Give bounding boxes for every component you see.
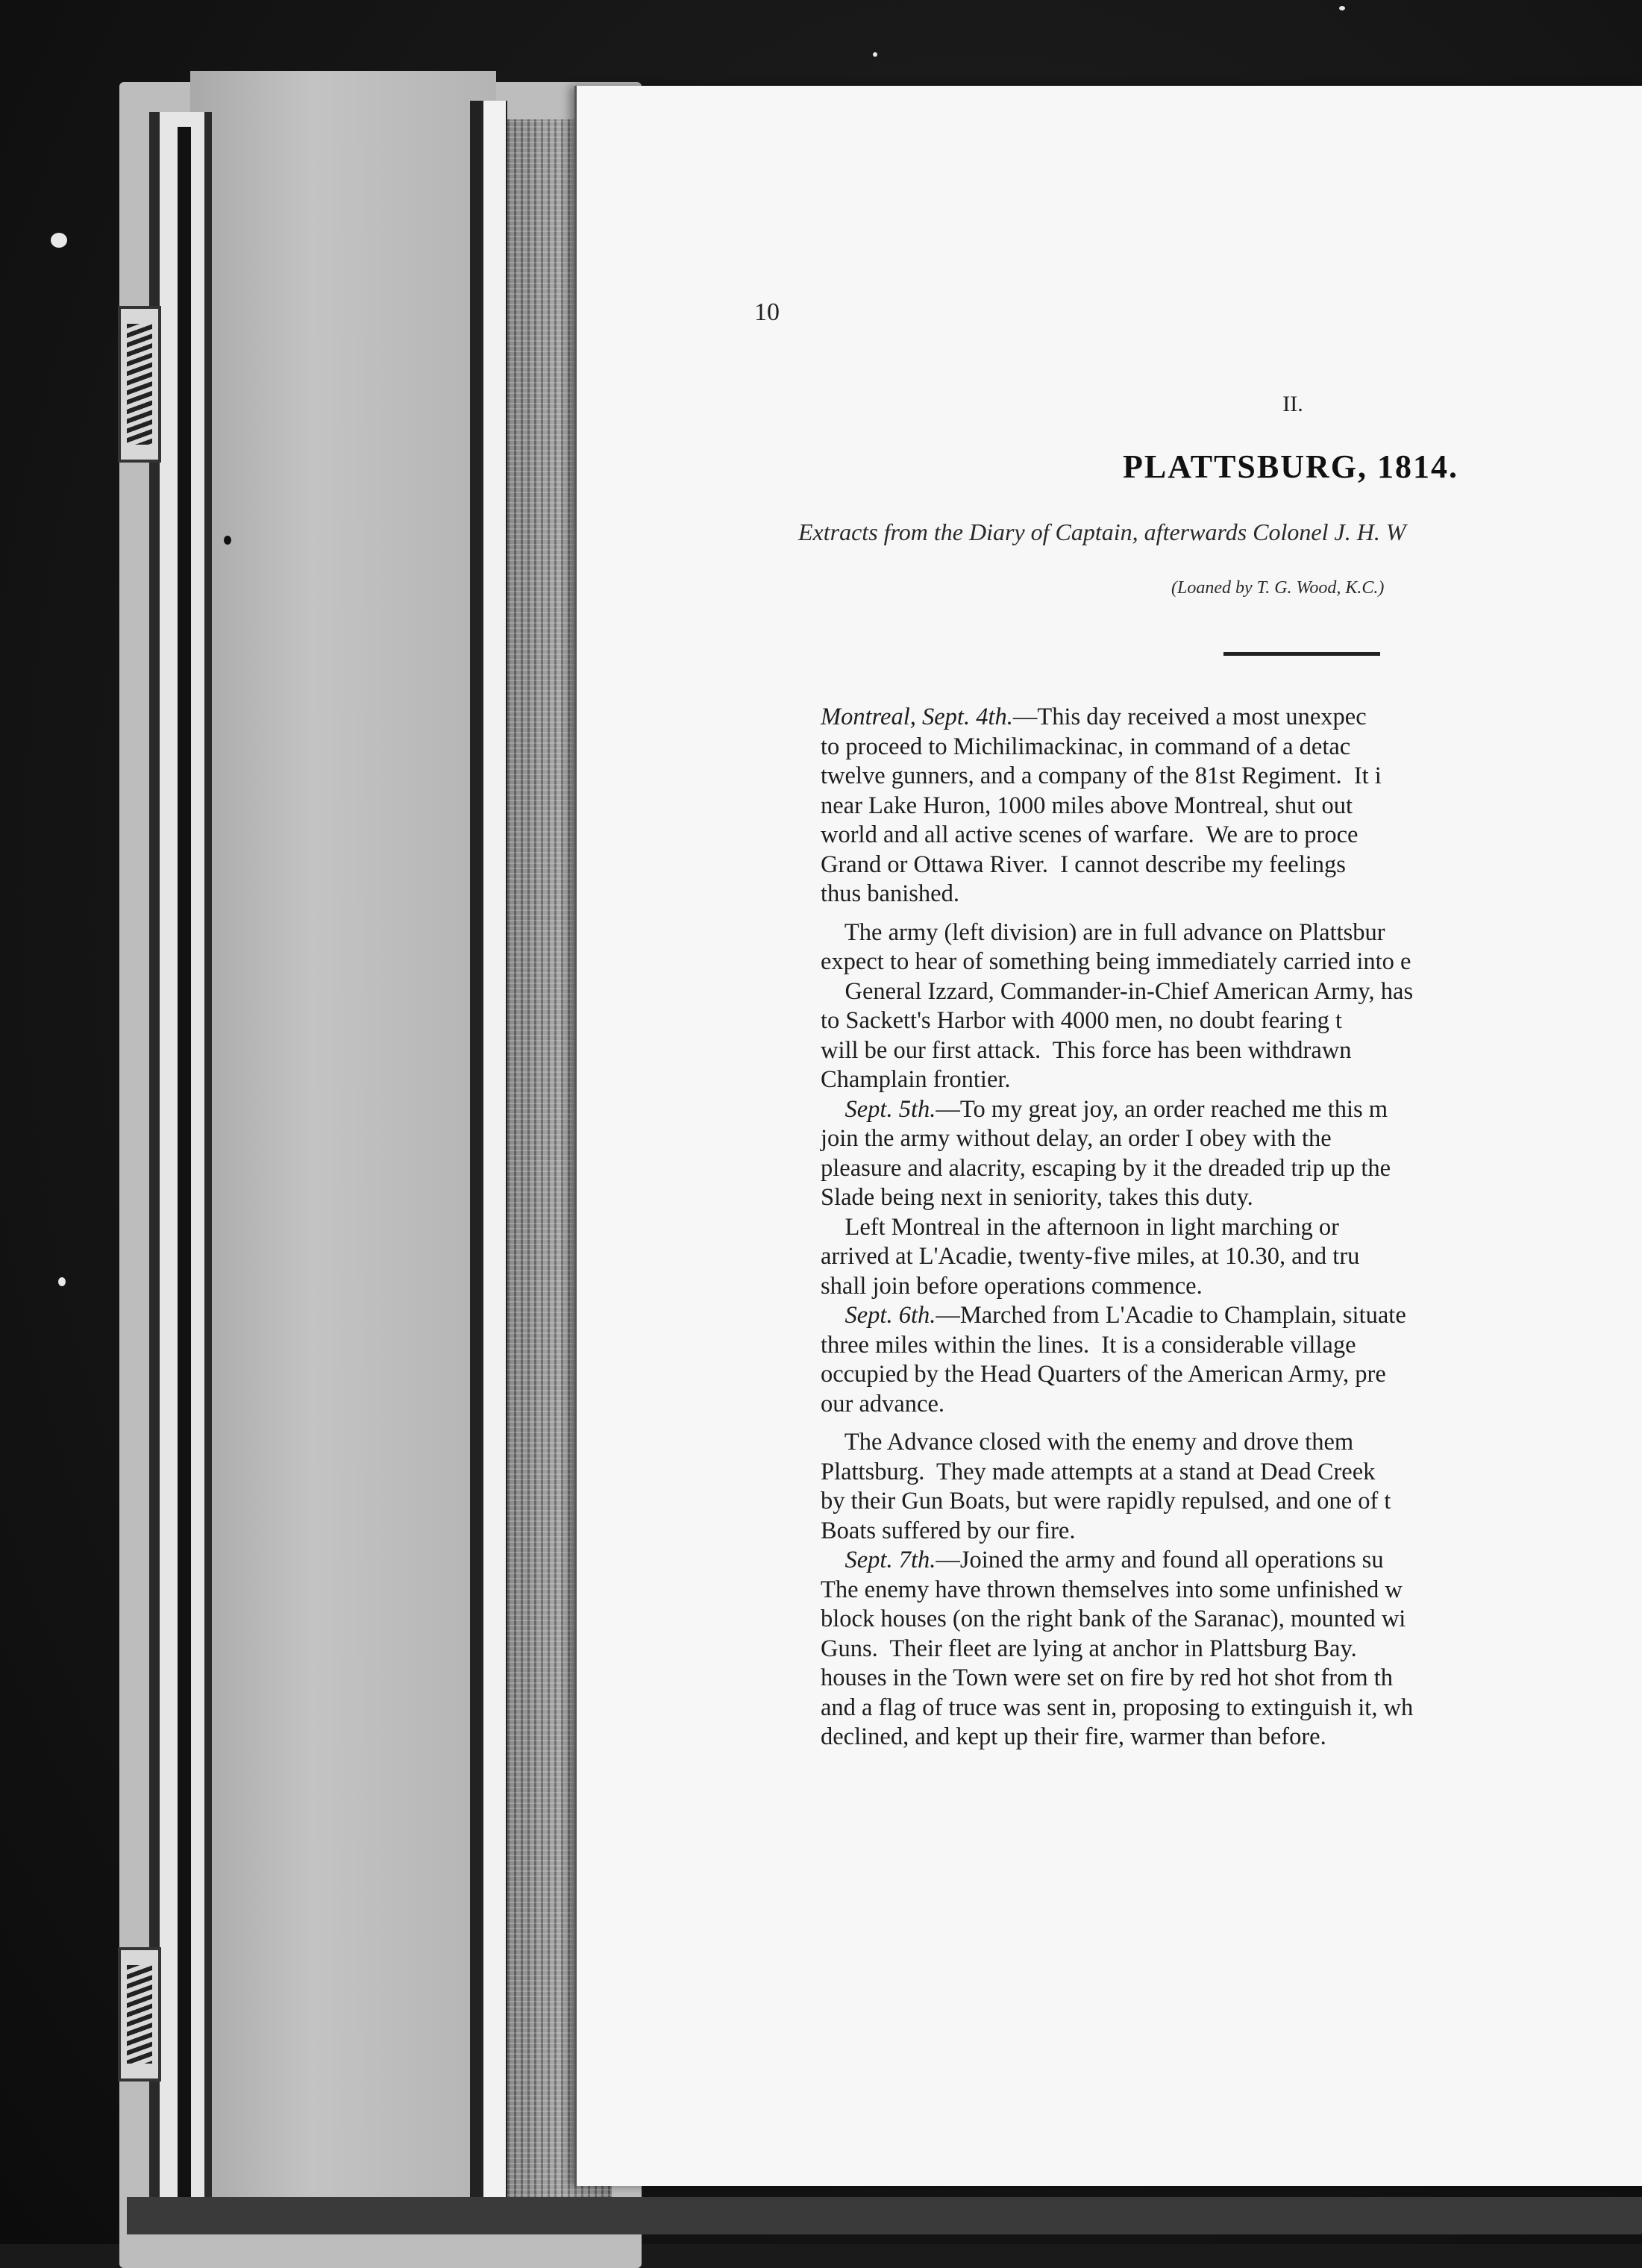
text-line <box>821 733 1642 762</box>
line-text: to Sackett's Harbor with 4000 men, no doubt fearing t <box>821 1007 1343 1034</box>
line-text: houses in the Town were set on fire by red hot shot from th <box>821 1664 1394 1691</box>
dust-speck <box>1339 6 1345 10</box>
spine-label-bottom <box>118 1947 161 2081</box>
line-text: by their Gun Boats, but were rapidly repulsed, and one of t <box>821 1488 1391 1514</box>
line-text: —To my great joy, an order reached me this m <box>936 1095 1388 1123</box>
text-line <box>821 1272 1642 1302</box>
page-number: 10 <box>754 298 780 326</box>
line-text: Champlain frontier. <box>821 1066 1011 1093</box>
text-line <box>821 1006 1642 1036</box>
text-line <box>821 1331 1642 1361</box>
text-line <box>821 792 1642 821</box>
dust-speck <box>873 52 877 57</box>
text-line <box>821 821 1642 850</box>
text-line <box>821 1487 1642 1517</box>
line-text: General Izzard, Commander-in-Chief American Army, has <box>821 977 1414 1005</box>
text-line <box>821 1517 1642 1547</box>
dust-speck <box>58 1277 66 1286</box>
entry-date: Sept. 7th. <box>821 1547 936 1573</box>
line-text: and a flag of truce was sent in, proposing to extinguish it, wh <box>821 1694 1414 1721</box>
bottom-edge-shadow <box>127 2197 1642 2234</box>
line-text: to proceed to Michilimackinac, in command of a detac <box>821 733 1351 760</box>
line-text: —This day received a most unexpec <box>1012 704 1367 730</box>
line-text: —Joined the army and found all operations su <box>936 1547 1384 1573</box>
text-line <box>821 918 1642 948</box>
dust-speck <box>51 233 67 248</box>
text-line <box>821 1124 1642 1154</box>
cover-mark <box>224 536 231 545</box>
line-text: The army (left division) are in full advance on Plattsbur <box>821 918 1385 946</box>
line-text: The enemy have thrown themselves into some unfinished w <box>821 1576 1403 1603</box>
line-text: occupied by the Head Quarters of the American Army, pre <box>821 1361 1386 1388</box>
text-line <box>821 977 1642 1007</box>
entry-date: Sept. 6th. <box>821 1302 936 1329</box>
line-text: —Marched from L'Acadie to Champlain, situate <box>936 1302 1406 1329</box>
line-text: Guns. Their fleet are lying at anchor in Plattsburg Bay. <box>821 1635 1357 1662</box>
loan-credit: (Loaned by T. G. Wood, K.C.) <box>1171 578 1385 598</box>
text-line <box>821 1095 1642 1125</box>
text-line <box>821 1694 1642 1723</box>
cover-panel <box>190 71 496 2220</box>
text-line <box>821 1360 1642 1390</box>
text-line <box>821 1154 1642 1184</box>
line-text: world and all active scenes of warfare. We are to proce <box>821 821 1359 848</box>
line-text: Grand or Ottawa River. I cannot describe my feelings <box>821 850 1346 878</box>
line-text: twelve gunners, and a company of the 81st Regiment. It i <box>821 762 1382 789</box>
line-text: thus banished. <box>821 880 959 907</box>
page-title: PLATTSBURG, 1814. <box>1123 448 1459 485</box>
text-line <box>821 947 1642 977</box>
text-line <box>821 850 1642 880</box>
line-text: declined, and kept up their fire, warmer than before. <box>821 1723 1326 1750</box>
spine-label-top <box>118 306 161 463</box>
line-text: join the army without delay, an order I obey with the <box>821 1125 1332 1152</box>
line-text: Boats suffered by our fire. <box>821 1517 1076 1544</box>
text-line <box>821 880 1642 909</box>
line-text: near Lake Huron, 1000 miles above Montreal, shut out <box>821 792 1353 819</box>
binding-line <box>178 127 191 2208</box>
line-text: arrived at L'Acadie, twenty-five miles, at 10.30, and tru <box>821 1243 1360 1270</box>
text-line <box>821 762 1642 792</box>
page-stack-edge <box>483 101 506 2212</box>
text-line <box>821 1546 1642 1576</box>
line-text: will be our first attack. This force has been withdrawn <box>821 1036 1352 1064</box>
section-divider <box>1223 652 1380 656</box>
text-line <box>821 1301 1642 1331</box>
text-line <box>821 703 1642 733</box>
text-line <box>821 1213 1642 1243</box>
line-text: three miles within the lines. It is a considerable village <box>821 1331 1356 1359</box>
entry-date: Sept. 5th. <box>821 1095 936 1123</box>
text-line <box>821 1664 1642 1694</box>
line-text: shall join before operations commence. <box>821 1272 1203 1300</box>
chapter-number: II. <box>1282 392 1303 416</box>
text-line <box>821 1458 1642 1488</box>
text-line <box>821 1183 1642 1213</box>
text-line <box>821 1635 1642 1664</box>
line-text: pleasure and alacrity, escaping by it the dreaded trip up the <box>821 1154 1391 1182</box>
line-text: expect to hear of something being immediately carried into e <box>821 948 1411 975</box>
line-text: Slade being next in seniority, takes this duty. <box>821 1184 1253 1211</box>
line-text: block houses (on the right bank of the Saranac), mounted wi <box>821 1606 1406 1632</box>
text-line <box>821 1576 1642 1606</box>
line-text: Left Montreal in the afternoon in light marching or <box>821 1213 1339 1241</box>
text-line <box>821 1428 1642 1458</box>
text-line <box>821 1390 1642 1420</box>
line-text: our advance. <box>821 1390 945 1418</box>
page-subtitle: Extracts from the Diary of Captain, afterwards Colonel J. H. W <box>798 519 1406 545</box>
text-line <box>821 1242 1642 1272</box>
diary-text <box>821 703 1642 1752</box>
line-text: Plattsburg. They made attempts at a stand at Dead Creek <box>821 1458 1376 1485</box>
line-text: The Advance closed with the enemy and drove them <box>821 1429 1354 1456</box>
text-line <box>821 1723 1642 1752</box>
text-line <box>821 1036 1642 1066</box>
text-line <box>821 1065 1642 1095</box>
entry-date: Montreal, Sept. 4th. <box>821 704 1013 730</box>
text-line <box>821 1605 1642 1635</box>
